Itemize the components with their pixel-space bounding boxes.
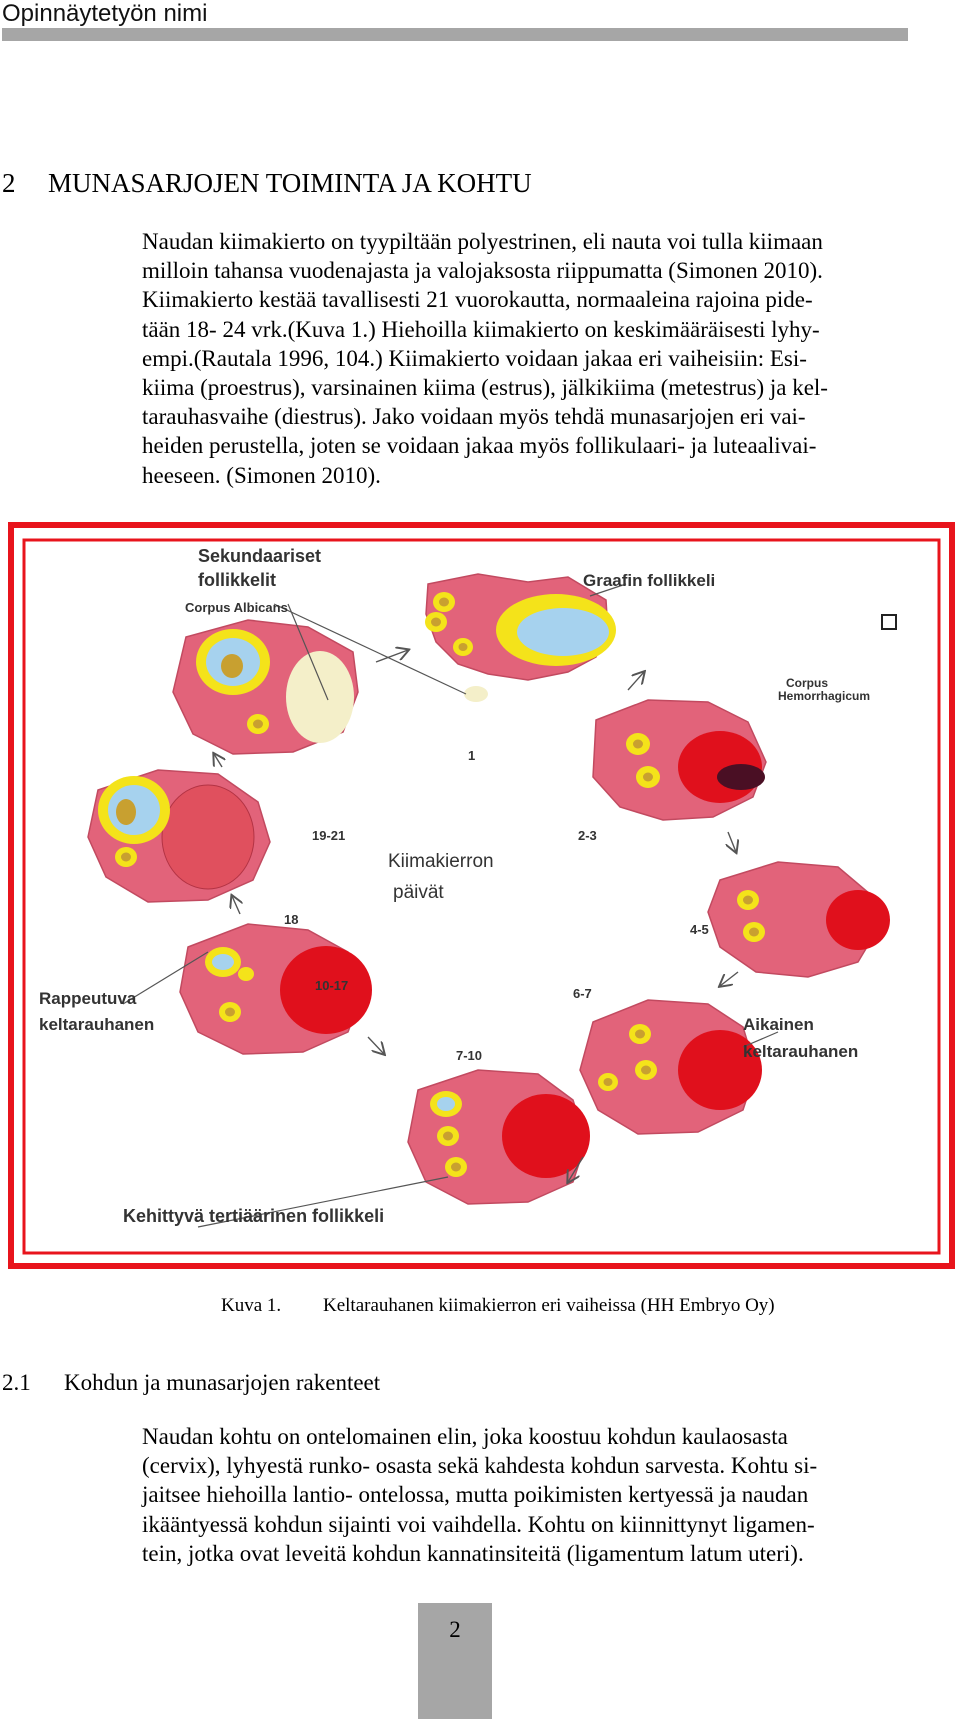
paragraph-line: tein, jotka ovat leveitä kohdun kannatinsiteitä (ligamentum latum uteri). bbox=[142, 1540, 804, 1566]
paragraph-line: heiden perustella, joten se voidaan jakaa myös follikulaari- ja luteaalivai- bbox=[142, 433, 817, 459]
section-title: Kohdun ja munasarjojen rakenteet bbox=[64, 1370, 381, 1395]
paragraph-line: empi.(Rautala 1996, 104.) Kiimakierto voidaan jakaa eri vaiheisiin: Esi- bbox=[142, 345, 807, 371]
day-label: 19-21 bbox=[312, 828, 346, 843]
label-kehittyva: Kehittyvä tertiäärinen follikkeli bbox=[123, 1206, 385, 1226]
day-label: 2-3 bbox=[578, 828, 597, 843]
paragraph-line: Naudan kohtu on ontelomainen elin, joka koostuu kohdun kaulaosasta bbox=[142, 1424, 788, 1449]
paragraph-line: Kiimakierto kestää tavallisesti 21 vuorokautta, normaaleina rajoina pide- bbox=[142, 287, 813, 313]
mature-corpus-luteum bbox=[502, 1094, 590, 1178]
figure-caption bbox=[221, 1294, 775, 1318]
label-corpus-albicans: Corpus Albicans bbox=[185, 600, 288, 615]
section-heading bbox=[2, 1369, 380, 1397]
label-center-line1: Kiimakierron bbox=[388, 851, 494, 872]
early-corpus-luteum bbox=[826, 890, 890, 950]
ovary-day-2-3 bbox=[593, 700, 766, 820]
label-corpus-hem-line1: Corpus bbox=[786, 676, 828, 690]
label-corpus-hem-line2: Hemorrhagicum bbox=[778, 689, 871, 703]
paragraph-line: milloin tahansa vuodenajasta ja valojaksosta riippumatta (Simonen 2010). bbox=[142, 258, 823, 284]
label-sekundaariset-line2: follikkelit bbox=[198, 570, 277, 590]
paragraph-line: tarauhasvaihe (diestrus). Jako voidaan myös tehdä munasarjojen eri vai- bbox=[142, 404, 806, 430]
caption-text: Keltarauhanen kiimakierron eri vaiheissa (HH Embryo Oy) bbox=[323, 1295, 775, 1316]
header-rule bbox=[2, 28, 908, 41]
paragraph-1 bbox=[142, 227, 902, 490]
corpus-albicans bbox=[286, 651, 354, 743]
running-header-title: Opinnäytetyön nimi bbox=[2, 0, 208, 27]
ovary-day-19-21 bbox=[173, 620, 358, 754]
label-center-line2: päivät bbox=[393, 882, 444, 903]
label-aikainen-line2: keltarauhanen bbox=[743, 1042, 859, 1061]
day-label: 4-5 bbox=[690, 922, 709, 937]
day-label: 6-7 bbox=[573, 986, 592, 1001]
paragraph-line: ikääntyessä kohdun sijainti voi vaihdella. Kohtu on kiinnittynyt ligamen- bbox=[142, 1511, 815, 1537]
chapter-number: 2 bbox=[2, 168, 16, 198]
day-label: 10-17 bbox=[315, 978, 349, 993]
estrous-cycle-figure bbox=[8, 522, 955, 1269]
paragraph-line: tään 18- 24 vrk.(Kuva 1.) Hiehoilla kiimakierto on keskimääräisesti lyhy- bbox=[142, 316, 820, 342]
section-number: 2.1 bbox=[2, 1370, 31, 1395]
page-number-box bbox=[418, 1603, 492, 1719]
paragraph-line: heeseen. (Simonen 2010). bbox=[142, 462, 381, 488]
paragraph-line: Naudan kiimakierto on tyypiltään polyestrinen, eli nauta voi tulla kiimaan bbox=[142, 229, 823, 254]
day-label: 18 bbox=[284, 912, 299, 927]
page-number: 2 bbox=[449, 1617, 461, 1642]
day-label: 1 bbox=[468, 748, 476, 763]
label-sekundaariset-line1: Sekundaariset bbox=[198, 546, 322, 566]
label-rappeutuva-line1: Rappeutuva bbox=[39, 989, 137, 1008]
label-aikainen-line1: Aikainen bbox=[743, 1015, 814, 1034]
caption-label: Kuva 1. bbox=[221, 1295, 282, 1316]
chapter-title: MUNASARJOJEN TOIMINTA JA KOHTU bbox=[48, 168, 532, 198]
chapter-heading bbox=[2, 167, 532, 199]
label-graafin-follikkeli: Graafin follikkeli bbox=[583, 571, 716, 590]
paragraph-line: jaitsee hiehoilla lantio- ontelossa, mutta poikimisten kertyessä ja naudan bbox=[142, 1482, 809, 1508]
paragraph-line: (cervix), lyhyestä runko- osasta sekä kahdesta kohdun sarvesta. Kohtu si- bbox=[142, 1453, 818, 1479]
day-label: 7-10 bbox=[456, 1048, 483, 1063]
paragraph-line: kiima (proestrus), varsinainen kiima (estrus), jälkikiima (metestrus) ja kel- bbox=[142, 375, 828, 401]
regressing-corpus-luteum bbox=[162, 785, 254, 889]
label-rappeutuva-line2: keltarauhanen bbox=[39, 1015, 155, 1034]
paragraph-2 bbox=[142, 1422, 902, 1568]
